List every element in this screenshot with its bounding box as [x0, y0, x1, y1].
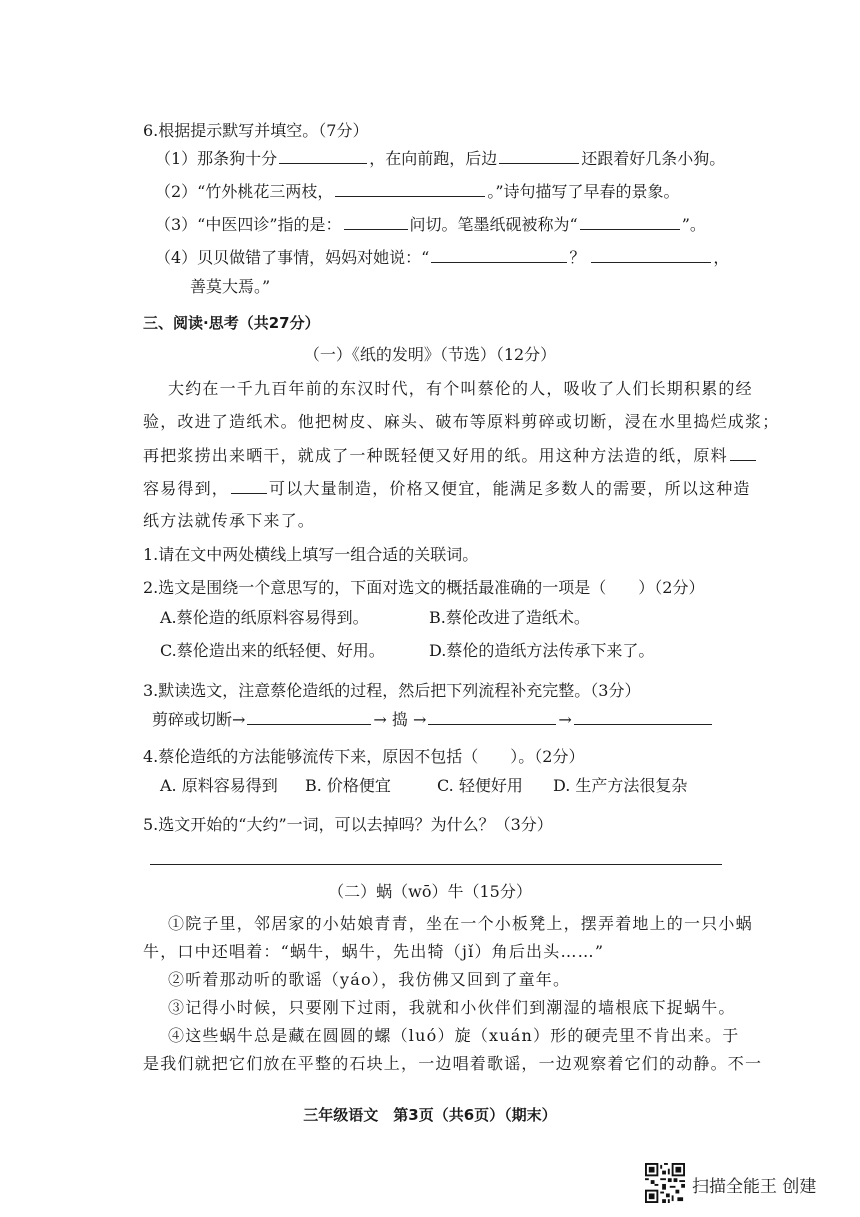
q6-item-3-c: ”。 — [681, 215, 706, 234]
passage-2-p1b: 牛，口中还唱着：“蜗牛，蜗牛，先出犄（jǐ）角后出头……” — [143, 942, 605, 961]
question-4-option-d: D. 生产方法很复杂 — [553, 776, 688, 795]
q6-item-4-cont: 善莫大焉。” — [190, 277, 271, 296]
q6-item-3-a: （3）“中医四诊”指的是： — [155, 215, 342, 234]
q6-item-3-b: 问切。笔墨纸砚被称为“ — [409, 215, 578, 234]
question-4-option-b: B. 价格便宜 — [305, 776, 391, 795]
passage-1-line-1: 大约在一千九百年前的东汉时代，有个叫蔡伦的人，吸收了人们长期积累的经 — [168, 379, 753, 398]
q6-item-1-b: ，在向前跑，后边 — [369, 149, 498, 168]
q6-item-1-a: （1）那条狗十分 — [155, 149, 278, 168]
question-3: 3.默读选文，注意蔡伦造纸的过程，然后把下列流程补充完整。（3分） — [143, 681, 641, 700]
question-5: 5.选文开始的“大约”一词，可以去掉吗？为什么？（3分） — [143, 815, 553, 834]
passage-1-line-4-b: 可以大量制造，价格又便宜，能满足多数人的需要，所以这种造 — [269, 479, 751, 498]
q6-item-3 — [155, 213, 706, 236]
blank[interactable] — [428, 708, 556, 725]
blank[interactable] — [499, 147, 579, 164]
q6-item-4-a: （4）贝贝做错了事情，妈妈对她说：“ — [155, 248, 430, 267]
question-2: 2.选文是围绕一个意思写的，下面对选文的概括最准确的一项是（ ）（2分） — [143, 578, 705, 597]
watermark-label: 扫描全能王 创建 — [692, 1177, 817, 1197]
passage-1-line-4 — [143, 477, 751, 500]
passage-2-title: （二）蜗（wō）牛（15分） — [328, 882, 532, 901]
q6-item-4 — [155, 246, 729, 269]
qr-code-icon — [645, 1163, 685, 1203]
passage-1-line-5: 纸方法就传承下来了。 — [143, 511, 316, 530]
blank[interactable] — [279, 147, 367, 164]
passage-2-p2: ②听着那动听的歌谣（yáo），我仿佛又回到了童年。 — [168, 970, 571, 989]
flow-step-2: → 捣 → — [373, 710, 427, 729]
blank[interactable] — [730, 444, 756, 461]
page-footer: 三年级语文 第3页（共6页）（期末） — [303, 1106, 557, 1124]
passage-2-p4b: 是我们就把它们放在平整的石块上，一边唱着歌谣，一边观察着它们的动静。不一 — [143, 1054, 763, 1073]
blank[interactable] — [231, 477, 267, 494]
blank[interactable] — [431, 246, 567, 263]
q6-item-2-b: 。”诗句描写了早春的景象。 — [487, 182, 680, 201]
question-4-option-c: C. 轻便好用 — [437, 776, 523, 795]
q6-title: 6.根据提示默写并填空。（7分） — [143, 121, 369, 140]
question-2-option-a: A.蔡伦造的纸原料容易得到。 — [160, 608, 369, 627]
question-2-option-c: C.蔡伦造出来的纸轻便、好用。 — [160, 641, 385, 660]
passage-1-title: （一）《纸的发明》（节选）（12分） — [303, 345, 557, 364]
passage-1-line-3-text: 再把浆捞出来晒干，就成了一种既轻便又好用的纸。用这种方法造的纸，原料 — [143, 446, 728, 465]
q6-item-4-b: ？ — [569, 248, 586, 267]
q6-item-2-a: （2）“竹外桃花三两枝， — [155, 182, 334, 201]
q6-item-1-c: 还跟着好几条小狗。 — [581, 149, 726, 168]
q6-item-2 — [155, 180, 680, 203]
q6-item-1 — [155, 147, 725, 170]
blank[interactable] — [344, 213, 408, 230]
question-2-option-b: B.蔡伦改进了造纸术。 — [429, 608, 590, 627]
flow-arrow: → — [558, 710, 572, 729]
passage-1-line-4-a: 容易得到， — [143, 479, 230, 498]
question-2-option-d: D.蔡伦的造纸方法传承下来了。 — [429, 641, 655, 660]
question-1: 1.请在文中两处横线上填写一组合适的关联词。 — [143, 545, 479, 564]
passage-2-p4a: ④这些蜗牛总是藏在圆圆的螺（luó）旋（xuán）形的硬壳里不肯出来。于 — [168, 1026, 740, 1045]
question-3-flow — [152, 708, 714, 731]
blank[interactable] — [574, 708, 712, 725]
question-4-option-a: A. 原料容易得到 — [160, 776, 278, 795]
blank[interactable] — [247, 708, 371, 725]
flow-step-1: 剪碎或切断→ — [152, 710, 246, 729]
passage-2-p1a: ①院子里，邻居家的小姑娘青青，坐在一个小板凳上，摆弄着地上的一只小蜗 — [168, 914, 753, 933]
answer-line[interactable] — [150, 864, 722, 865]
blank[interactable] — [591, 246, 711, 263]
question-4: 4.蔡伦造纸的方法能够流传下来，原因不包括（ ）。（2分） — [143, 747, 585, 766]
passage-1-line-2: 验，改进了造纸术。他把树皮、麻头、破布等原料剪碎或切断，浸在水里捣烂成浆； — [143, 412, 780, 431]
blank[interactable] — [580, 213, 680, 230]
blank[interactable] — [335, 180, 485, 197]
passage-2-p3: ③记得小时候，只要刚下过雨，我就和小伙伴们到潮湿的墙根底下捉蜗牛。 — [168, 998, 736, 1017]
q6-item-4-c: ， — [713, 248, 730, 267]
passage-1-line-3 — [143, 444, 758, 467]
section-3-title: 三、阅读·思考（共27分） — [143, 314, 320, 332]
